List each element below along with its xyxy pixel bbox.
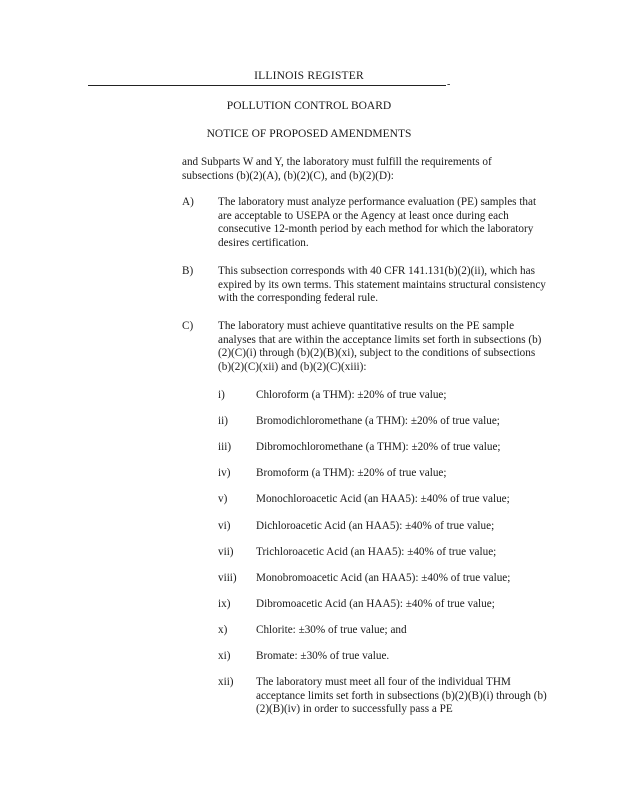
list-item-text: Chloroform (a THM): ±20% of true value;	[256, 389, 447, 401]
header-rule	[88, 85, 446, 86]
list-item-text: Monobromoacetic Acid (an HAA5): ±40% of true value;	[256, 572, 511, 584]
list-item-text: Monochloroacetic Acid (an HAA5): ±40% of true value;	[256, 493, 510, 505]
subsection-text: This subsection corresponds with 40 CFR 141.131(b)(2)(ii), which has expired by its own terms. This statement maintains structural consistency with the corresponding federal rule.	[218, 265, 546, 305]
subsection-label: A)	[182, 196, 194, 208]
list-item-label: iv)	[218, 467, 231, 479]
list-item-label: vi)	[218, 520, 231, 532]
intro-paragraph: and Subparts W and Y, the laboratory must fulfill the requirements of subsections (b)(2)(A), (b)(2)(C), and (b)(2)(D):	[182, 156, 492, 182]
notice-title: NOTICE OF PROPOSED AMENDMENTS	[206, 128, 412, 140]
list-item-text: Chlorite: ±30% of true value; and	[256, 624, 407, 636]
list-item-text: Trichloroacetic Acid (an HAA5): ±40% of true value;	[256, 546, 497, 558]
list-item-text: Dibromoacetic Acid (an HAA5): ±40% of true value;	[256, 598, 495, 610]
list-item-label: v)	[218, 493, 228, 505]
list-item-label: xi)	[218, 650, 231, 662]
subsection-label: C)	[182, 320, 194, 332]
list-item-text: The laboratory must meet all four of the individual THM acceptance limits set forth in subsections (b)(2)(B)(i) through (b)(2)(B)(iv) in order to successfully pass a PE	[256, 676, 547, 716]
list-item-text: Bromate: ±30% of true value.	[256, 650, 390, 662]
list-item-label: xii)	[218, 676, 234, 688]
header-rule-mark: -	[447, 79, 451, 90]
subsection-label: B)	[182, 265, 194, 277]
list-item-label: i)	[218, 389, 225, 401]
subsection-text: The laboratory must achieve quantitative results on the PE sample analyses that are within the acceptance limits set forth in subsections (b)(2)(C)(i) through (b)(2)(B)(xi), subject to the conditions of subsections (b)(2)(C)(xii) and (b)(2)(C)(xiii):	[218, 320, 542, 373]
subsection-text: The laboratory must analyze performance evaluation (PE) samples that are acceptable to USEPA or the Agency at least once during each consecutive 12-month period by each method for which the laboratory desires certification.	[218, 196, 537, 249]
register-title: ILLINOIS REGISTER	[254, 70, 364, 82]
list-item-label: viii)	[218, 572, 237, 584]
list-item-label: ii)	[218, 415, 228, 427]
list-item-label: iii)	[218, 441, 232, 453]
list-item-text: Bromodichloromethane (a THM): ±20% of true value;	[256, 415, 500, 427]
list-item-text: Bromoform (a THM): ±20% of true value;	[256, 467, 447, 479]
list-item-text: Dibromochloromethane (a THM): ±20% of true value;	[256, 441, 501, 453]
list-item-text: Dichloroacetic Acid (an HAA5): ±40% of true value;	[256, 520, 495, 532]
list-item-label: x)	[218, 624, 228, 636]
list-item-label: vii)	[218, 546, 234, 558]
list-item-label: ix)	[218, 598, 231, 610]
board-title: POLLUTION CONTROL BOARD	[226, 100, 392, 112]
